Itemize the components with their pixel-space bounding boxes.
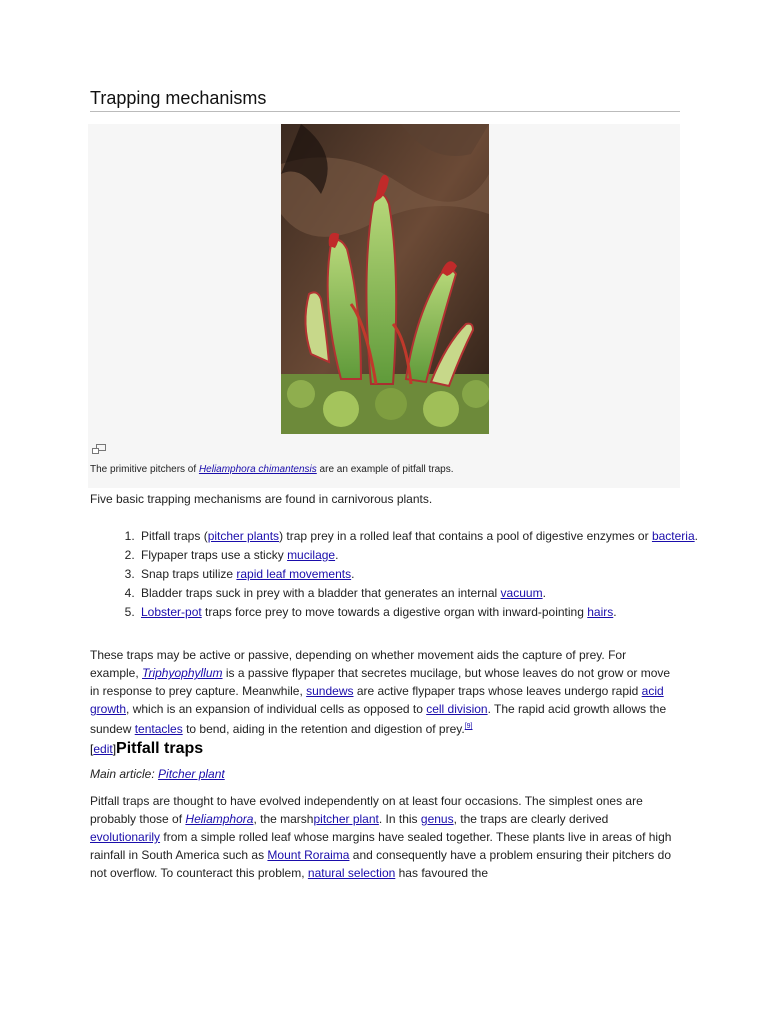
edit-link[interactable]: edit — [93, 742, 113, 756]
link-rapid-leaf-movements[interactable]: rapid leaf movements — [236, 567, 352, 581]
link-sundews[interactable]: sundews — [306, 684, 354, 698]
link-vacuum[interactable]: vacuum — [500, 586, 543, 600]
reference-9[interactable]: [9] — [464, 723, 473, 730]
link-lobster-pot[interactable]: Lobster-pot — [141, 605, 202, 619]
link-evolutionarily[interactable]: evolutionarily — [90, 830, 161, 844]
list-item: 4. Bladder traps suck in prey with a bladder that generates an internal vacuum. — [138, 584, 718, 602]
magnify-icon[interactable] — [92, 444, 106, 456]
link-pitcher-plants[interactable]: pitcher plants — [207, 529, 280, 543]
link-triphyophyllum[interactable]: Triphyophyllum — [142, 666, 223, 680]
link-heliamphora[interactable]: Heliamphora — [185, 812, 254, 826]
link-tentacles[interactable]: tentacles — [134, 722, 183, 736]
figure-caption: The primitive pitchers of Heliamphora chimantensis are an example of pitfall traps. — [90, 464, 454, 475]
link-pitcher-plant-main[interactable]: Pitcher plant — [158, 767, 225, 781]
list-item: 3. Snap traps utilize rapid leaf movements. — [138, 565, 718, 583]
pitcher-plant-photo[interactable] — [281, 124, 489, 434]
link-mount-roraima[interactable]: Mount Roraima — [267, 848, 350, 862]
link-bacteria[interactable]: bacteria — [651, 529, 695, 543]
list-item: 1. Pitfall traps (pitcher plants) trap prey in a rolled leaf that contains a pool of digestive enzymes or bacteria. — [138, 527, 718, 545]
link-acid-growth[interactable]: acid growth — [90, 684, 664, 716]
link-pitcher-plant[interactable]: pitcher plant — [313, 812, 379, 826]
main-article-note: Main article: Pitcher plant — [90, 767, 225, 781]
mechanisms-list — [90, 527, 718, 622]
link-natural-selection[interactable]: natural selection — [307, 866, 396, 880]
paragraph-trap-types: These traps may be active or passive, depending on whether movement aids the capture of prey. For example, Triphyophyllum is a passive flypaper that secretes mucilage, but whose leaves do not grow or move in response to prey capture. Meanwhile, sundews are active flypaper traps whose leaves undergo rapid acid growth, which is an expansion of individual cells as opposed to cell division. The rapid acid growth allows the sundew tentacles to bend, aiding in the retention and digestion of prey.[9] — [90, 648, 671, 736]
caption-link[interactable]: Heliamphora chimantensis — [198, 464, 317, 475]
list-item: 5. Lobster-pot traps force prey to move towards a digestive organ with inward-pointing hairs. — [138, 603, 718, 621]
paragraph-pitfall: Pitfall traps are thought to have evolved independently on at least four occasions. The simplest ones are probably those of Heliamphora, the marshpitcher plant. In this genus, the traps are clearly derived evolutionarily from a simple rolled leaf whose margins have sealed together. These plants live in areas of high rainfall in South America such as Mount Roraima and consequently have a problem ensuring their pitchers do not overflow. To counteract this problem, natural selection has favoured the — [90, 794, 672, 880]
section-title: Trapping mechanisms — [90, 88, 680, 112]
figure — [88, 124, 680, 488]
link-cell-division[interactable]: cell division — [426, 702, 488, 716]
pitfall-heading: [edit]Pitfall traps — [90, 740, 204, 757]
link-hairs[interactable]: hairs — [587, 605, 614, 619]
link-genus[interactable]: genus — [420, 812, 454, 826]
link-mucilage[interactable]: mucilage — [287, 548, 336, 562]
intro-text: Five basic trapping mechanisms are found in carnivorous plants. — [90, 492, 433, 506]
list-item: 2. Flypaper traps use a sticky mucilage. — [138, 546, 718, 564]
